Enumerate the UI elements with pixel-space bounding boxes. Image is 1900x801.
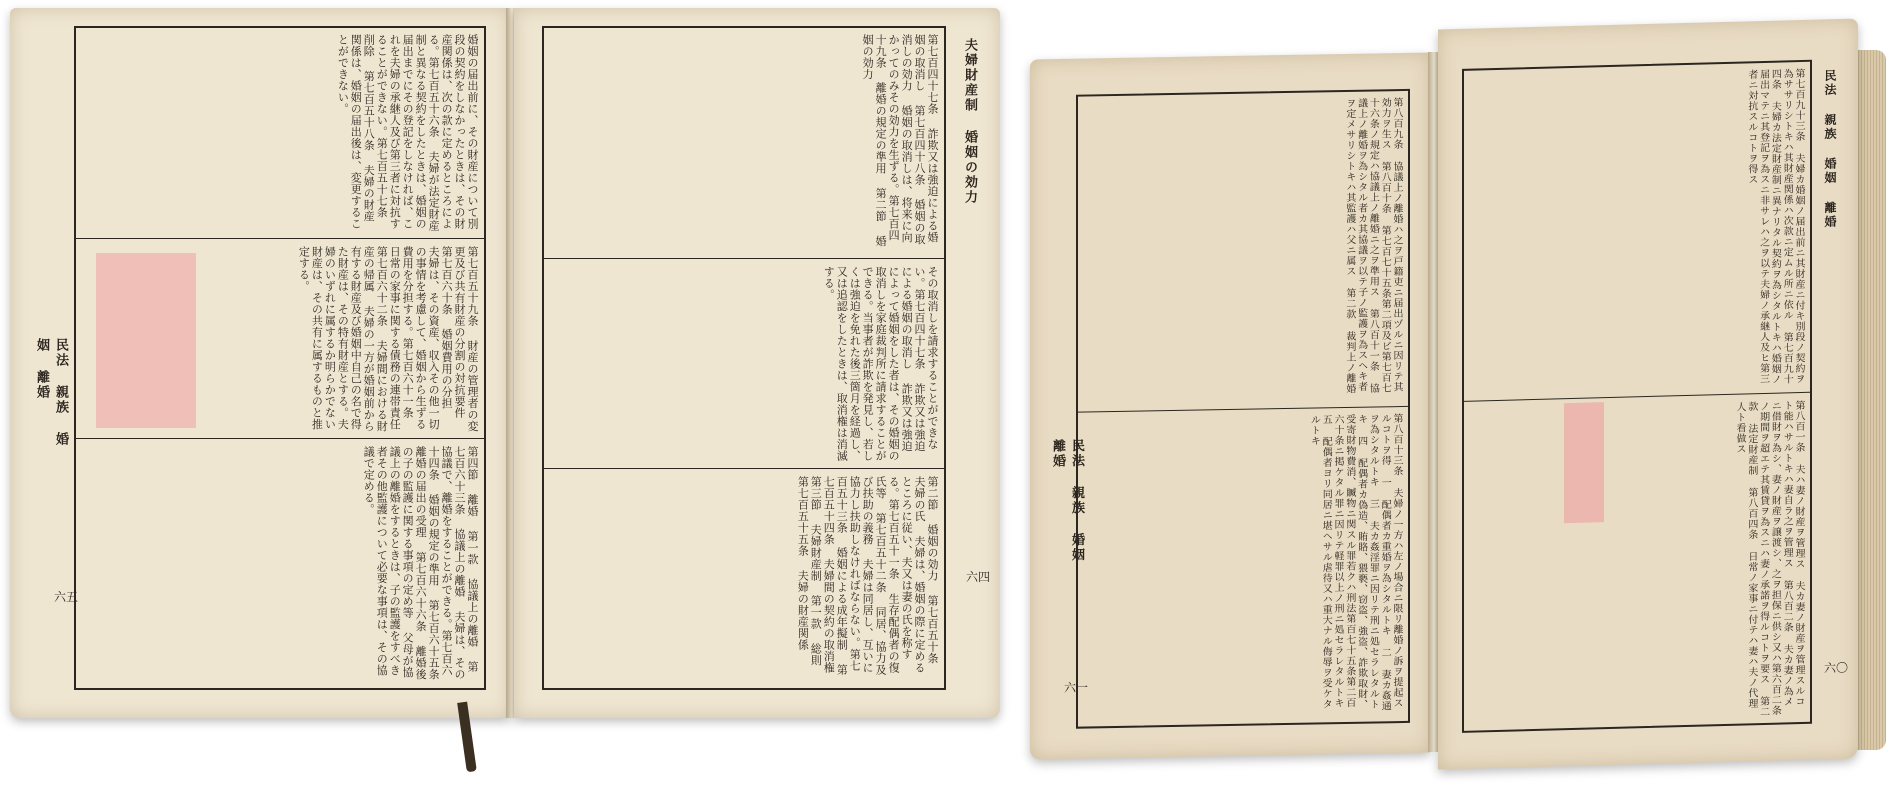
- left-book-left-header: 民法 親族 婚姻 離婚: [34, 338, 68, 447]
- right-book-right-bottom-text: 第八百一条 夫ハ妻ノ財産ヲ管理ス 夫カ妻ノ財産ヲ管理スルコト能ハサルトキハ妻自ラ之ヲ管理ス 第八百二条 夫カ妻ノ為メニ借財ヲ為シ、妻ノ財産ヲ譲渡シ、之ヲ担保ニ供シ又ハ第六百二条ノ期間ヲ超エテ其賃貸ヲ為スニハ妻ノ承諾ヲ得ルコトヲ要ス 第二款 法定財産制 第八百四条 日常ノ家事ニ付テハ妻ハ夫ノ代理人ト看做ス: [1734, 399, 1804, 718]
- right-book-left-page: [1030, 53, 1430, 760]
- left-book-left-top-text: 婚姻の届出前に、その財産について別段の契約をしなかったときは、その財産関係は、次の款に定めるところによる。第七百五十六条 夫婦が法定財産制と異なる契約をしたときは、婚姻の届出までにその登記をしなければ、これを夫婦の承継人及び第三者に対抗することができない。第七百五十七条 削除 第七百五十八条 夫婦の財産関係は、婚姻の届出後は、変更することができない。: [336, 34, 479, 232]
- left-book-right-bottom-text: 第二節 婚姻の効力 第七百五十条 夫婦の氏 夫婦は、婚姻の際に定めるところに従い、夫又は妻の氏を称する。第七百五十一条 生存配偶者の復氏等 第七百五十二条 同居、協力及び扶助の義務 夫婦は同居し、互いに協力し扶助しなければならない。第七百五十三条 婚姻による成年擬制 第七百五十四条 夫婦間の契約の取消権 第三節 夫婦財産制 第一款 総則 第七百五十五条 夫婦の財産関係: [796, 476, 939, 676]
- right-book-right-text-frame: [1462, 60, 1812, 733]
- right-book-right-top-text: 第七百九十三条 夫婦カ婚姻ノ届出前ニ其財産ニ付キ別段ノ契約ヲ為ササリシトキハ其財産関係ハ次款ニ定ムル所ニ依ル 第七百九十四条 夫婦カ法定財産制ニ異ナリタル契約ヲ為シタルトキハ婚姻ノ届出マテニ其登記ヲ為スニ非サレハ之ヲ以テ夫婦ノ承継人及ヒ第三者ニ対抗スルコトヲ得ス: [1745, 67, 1804, 385]
- left-book-right-page: [514, 8, 1000, 718]
- right-book-right-header: 民法 親族 婚姻 離婚: [1823, 69, 1837, 230]
- right-book-left-page-number: 六一: [1064, 680, 1089, 695]
- left-open-book: [10, 2, 1000, 732]
- right-open-book: [1030, 10, 1890, 780]
- left-book-right-page-number: 六四: [966, 570, 991, 584]
- left-book-right-text-frame: [542, 26, 946, 690]
- left-book-left-page: [10, 8, 510, 718]
- right-book-right-page-number: 六〇: [1824, 660, 1849, 676]
- right-book-left-header: 民法 親族 婚姻 離婚: [1050, 438, 1084, 563]
- left-book-left-text-frame: [74, 26, 486, 690]
- right-book-right-page: [1438, 19, 1858, 770]
- left-book-right-middle-text: その取消しを請求することができない。第七百四十七条 詐欺又は強迫による婚姻の取消し 詐欺又は強迫によって婚姻をした者は、その婚姻の取消しを家庭裁判所に請求することができる。当事者が詐欺を発見し、若しくは強迫を免れた後三箇月を経過し、又は追認をしたときは、取消権は消滅する。: [822, 266, 939, 462]
- right-book-left-text-frame: [1076, 89, 1410, 729]
- right-book-left-top-text: 第八百九条 協議上ノ離婚ハ之ヲ戸籍吏ニ届出ヅルニ因リテ其効力ヲ生ス 第八百十条 第七百七十五条第二項及ビ第七百七十六条ノ規定ハ協議上ノ離婚ニ之ヲ準用ス 第八百十一条 協議上ノ離婚ヲ為シタル者カ其協議ヲ以テ子ノ監護ヲ為スヘキ者ヲ定メサリシトキハ其監護ハ父ニ属ス 第二款 裁判上ノ離婚: [1343, 96, 1402, 395]
- left-book-right-top-text: 第七百四十七条 詐欺又は強迫による婚姻の取消し 第七百四十八条 婚姻の取消しの効力 婚姻の取消しは、将来に向かってのみその効力を生ずる。第七百四十九条 離婚の規定の準用 第二節 婚姻の効力: [861, 34, 939, 247]
- left-book-left-bottom-text: 第四節 離婚 第一款 協議上の離婚 第七百六十三条 協議上の離婚 夫婦は、その協議で、離婚をすることができる。第七百六十四条 婚姻の規定の準用 第七百六十五条 離婚の届出の受理 第七百六十六条 離婚後の子の監護に関する事項の定め等 父母が協議上の離婚をするときは、子の監護をすべき者その他監護について必要な事項は、その協議で定める。: [362, 446, 479, 680]
- left-book-left-page-number: 六五: [54, 590, 79, 604]
- right-book-left-bottom-text: 第八百十三条 夫婦ノ一方ハ左ノ場合ニ限リ離婚ノ訴ヲ提起スルコトヲ得 一 配偶者カ重婚ヲ為シタルトキ 二 妻カ姦通ヲ為シタルトキ 三 夫カ姦淫罪ニ因リテ刑ニ処セラレタルトキ 四 配偶者カ偽造、賄賂、猥褻、窃盗、強盗、詐欺取財、受寄財物費消、贓物ニ関スル罪若クハ刑法第百七十五条第二百六十条ニ掲ケタル罪ニ因リテ軽罪以上ノ刑ニ処セラレタルトキ 五 配偶者ヨリ同居ニ堪ヘサル虐待又ハ重大ナル侮辱ヲ受ケタルトキ: [1308, 412, 1402, 712]
- left-book-left-middle-text: 第七百五十九条 財産の管理者の変更及び共有財産の分割の対抗要件 第七百六十条 婚姻費用の分担 夫婦は、その資産、収入その他一切の事情を考慮して、婚姻から生ずる費用を分担する。第七百六十一条 日常の家事に関する債務の連帯責任 第七百六十二条 夫婦間における財産の帰属 夫婦の一方が婚姻前から有する財産及び婚姻中自己の名で得た財産は、その特有財産とする。夫婦のいずれに属するか明らかでない財産は、その共有に属するものと推定する。: [297, 246, 479, 432]
- left-book-right-header: 夫婦財産制 婚姻の効力: [962, 38, 977, 205]
